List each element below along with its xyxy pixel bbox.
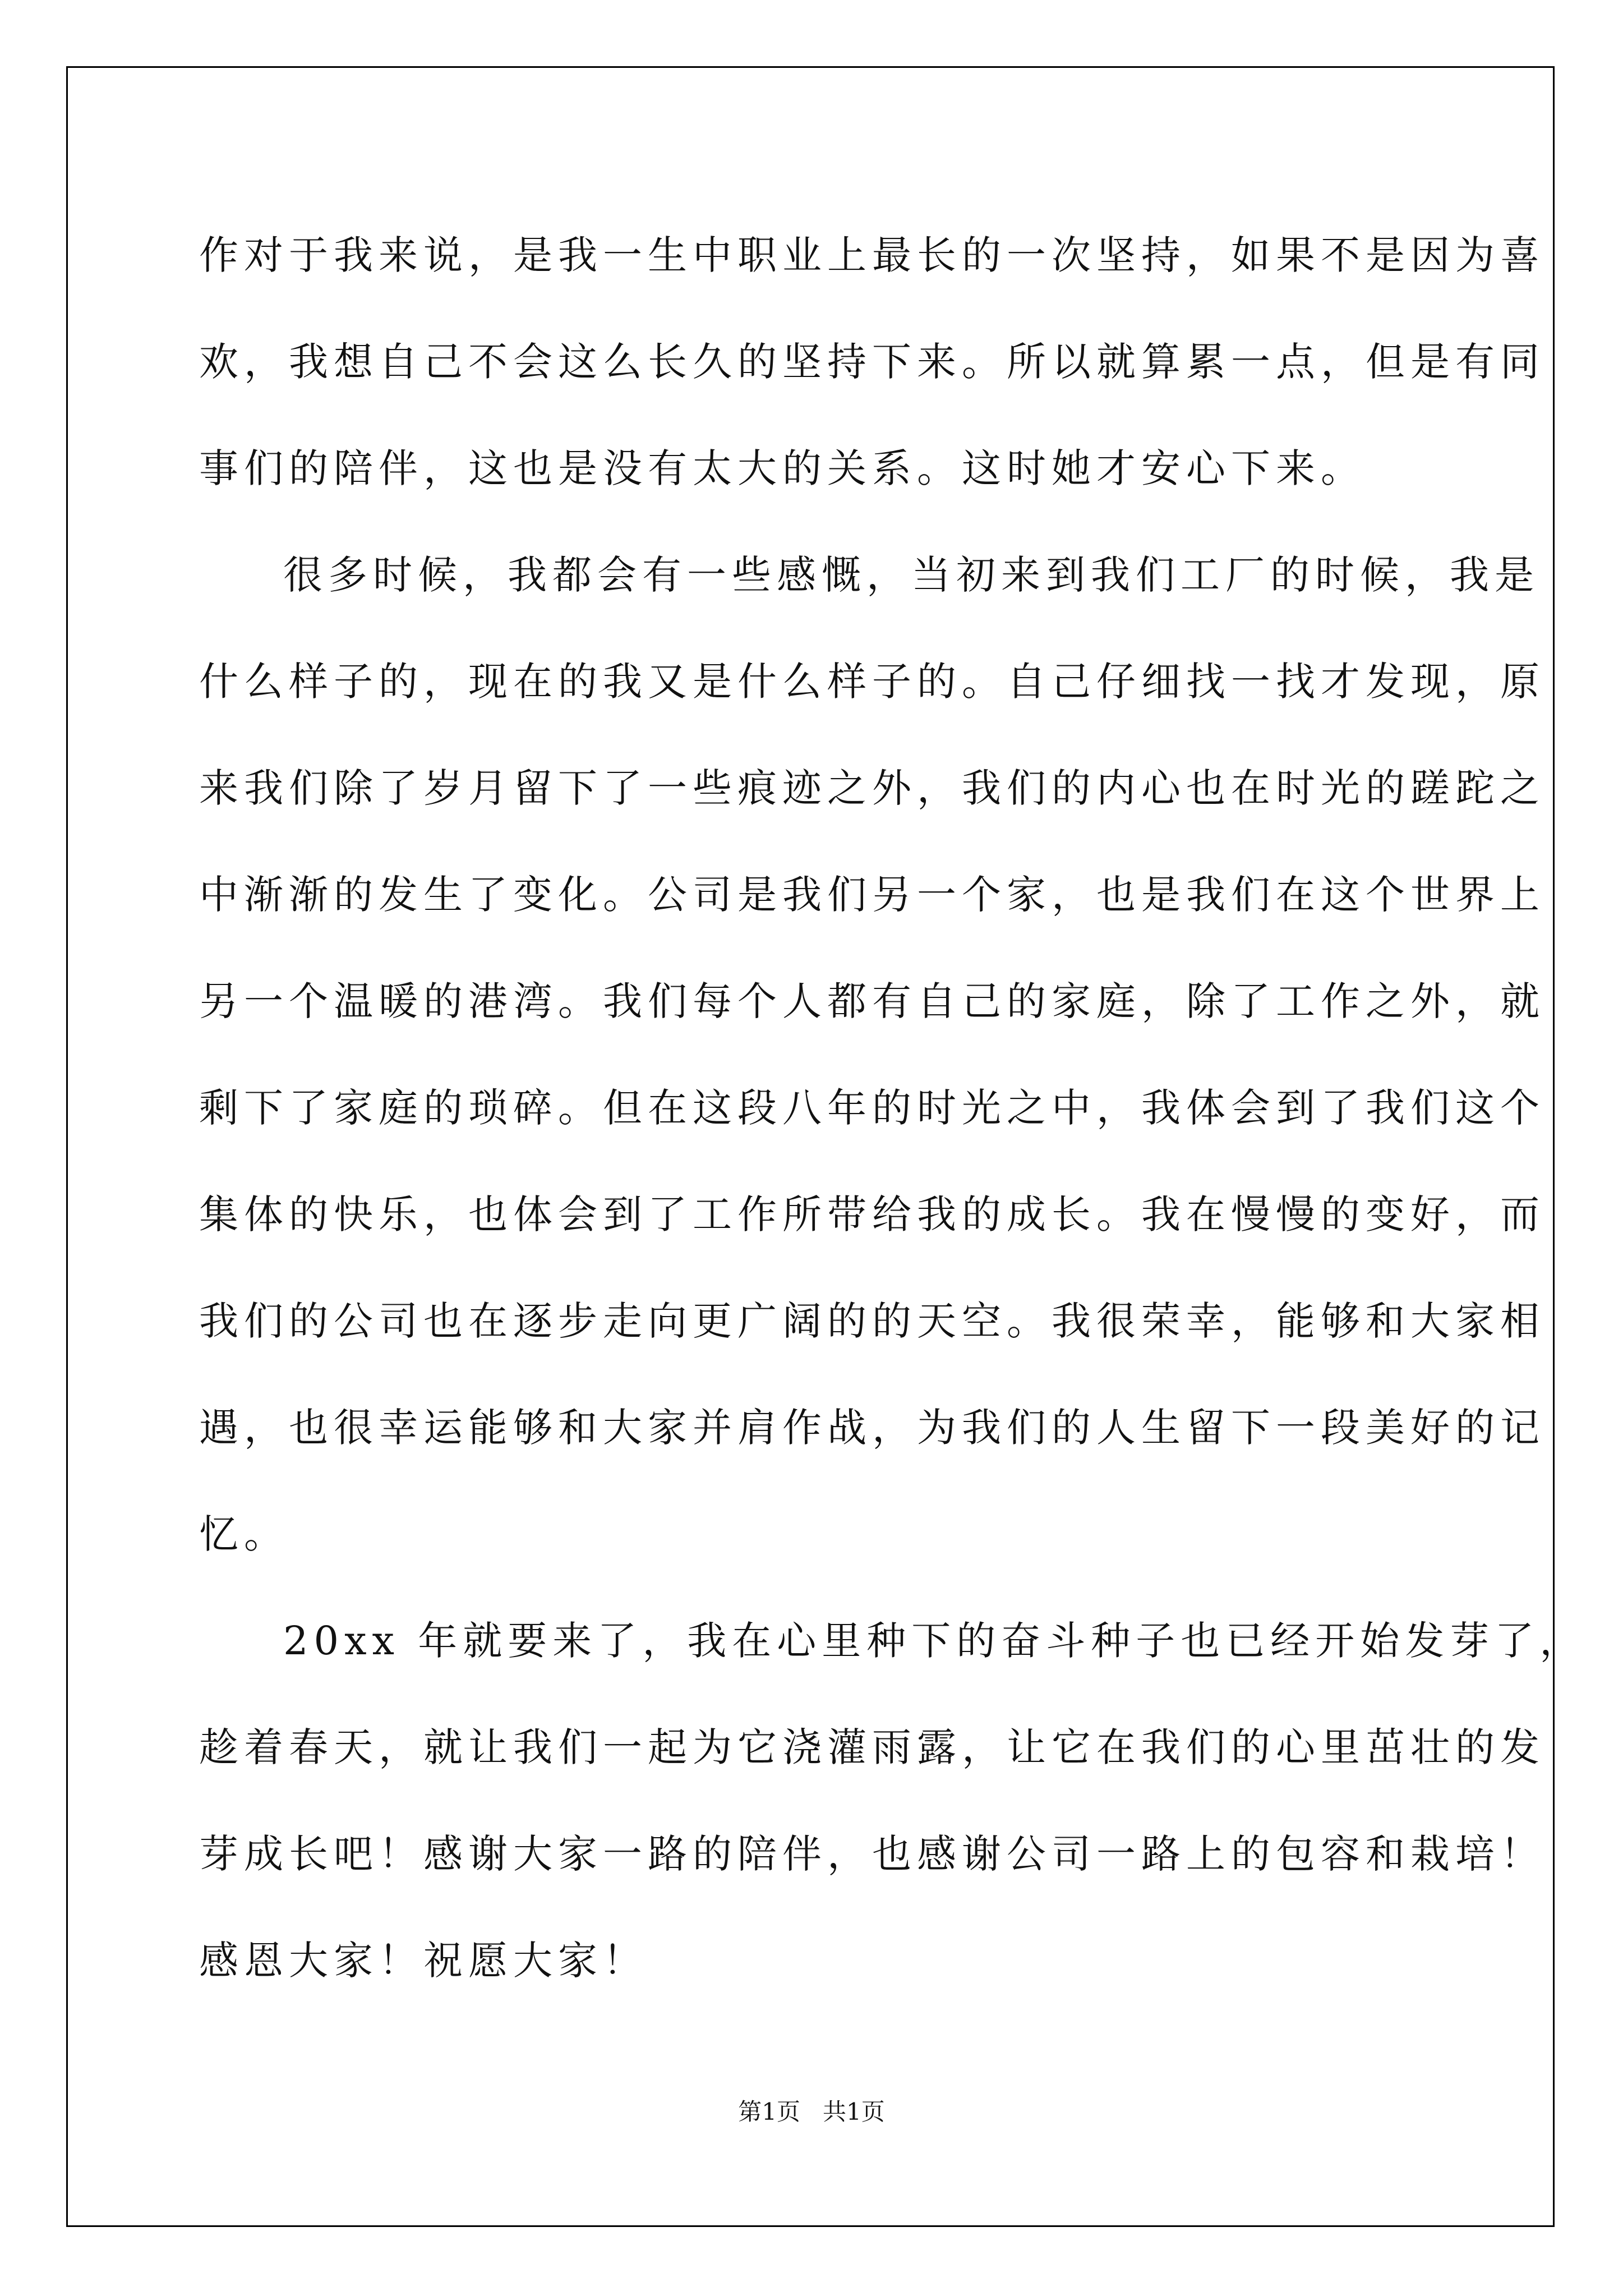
text-line: 忆。 [199, 1511, 289, 1557]
text-line: 另一个温暖的港湾。我们每个人都有自己的家庭，除了工作之外，就 [199, 978, 1545, 1024]
text-line: 芽成长吧！感谢大家一路的陪伴，也感谢公司一路上的包容和栽培！ [199, 1831, 1545, 1877]
text-line: 遇，也很幸运能够和大家并肩作战，为我们的人生留下一段美好的记 [199, 1405, 1545, 1451]
text-line: 中渐渐的发生了变化。公司是我们另一个家，也是我们在这个世界上 [199, 872, 1545, 918]
page-number-footer: 第1页 共1页 [738, 2098, 885, 2125]
text-line: 事们的陪伴，这也是没有太大的关系。这时她才安心下来。 [199, 445, 1366, 491]
text-line: 作对于我来说，是我一生中职业上最长的一次坚持，如果不是因为喜 [199, 232, 1545, 278]
paragraph-start-line: 20xx 年就要来了，我在心里种下的奋斗种子也已经开始发芽了， [283, 1618, 1585, 1664]
text-line: 趁着春天，就让我们一起为它浇灌雨露，让它在我们的心里茁壮的发 [199, 1724, 1545, 1770]
text-line: 集体的快乐，也体会到了工作所带给我的成长。我在慢慢的变好，而 [199, 1191, 1545, 1237]
text-line: 感恩大家！祝愿大家！ [199, 1938, 648, 1984]
text-line: 剩下了家庭的琐碎。但在这段八年的时光之中，我体会到了我们这个 [199, 1085, 1545, 1131]
document-body [199, 202, 1585, 2014]
text-line: 来我们除了岁月留下了一些痕迹之外，我们的内心也在时光的蹉跎之 [199, 765, 1545, 811]
text-line: 什么样子的，现在的我又是什么样子的。自己仔细找一找才发现，原 [199, 659, 1545, 705]
text-line: 欢，我想自己不会这么长久的坚持下来。所以就算累一点，但是有同 [199, 339, 1545, 385]
text-line: 我们的公司也在逐步走向更广阔的的天空。我很荣幸，能够和大家相 [199, 1298, 1545, 1344]
paragraph-start-line: 很多时候，我都会有一些感慨，当初来到我们工厂的时候，我是 [283, 552, 1539, 598]
